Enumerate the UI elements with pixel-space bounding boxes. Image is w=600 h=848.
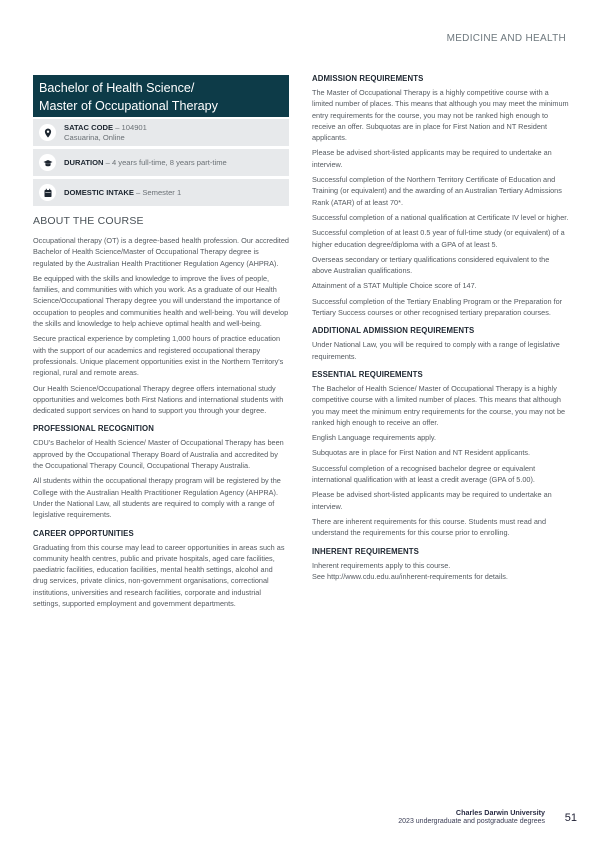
satac-value: – 104901 [113, 122, 147, 132]
essential-paragraph: Subquotas are in place for First Nation and NT Resident applicants. [312, 448, 531, 458]
admission-paragraph: Successful completion of a national qualification at Certificate IV level or higher. [312, 212, 569, 222]
intake-label: DOMESTIC INTAKE [64, 187, 134, 197]
essential-heading: ESSENTIAL REQUIREMENTS [312, 369, 423, 379]
professional-recognition-paragraph: All students within the occupational therapy program will be registered by the College with the Australian Health Practitioner Regulation Agency (AHPRA). Under the National Law, all students are required to comply with a range of legislative requirements. [33, 476, 281, 520]
intake-value: – Semester 1 [133, 187, 182, 197]
about-heading: ABOUT THE COURSE [33, 215, 144, 227]
duration-value: – 4 years full-time, 8 years part-time [103, 157, 227, 167]
info-row-satac [33, 119, 289, 146]
additional-admission-paragraph: Under National Law, you will be required to comply with a range of legislative requirements. [312, 340, 560, 361]
admission-paragraph: Successful completion of the Tertiary Enabling Program or the Preparation for Tertiary Success courses or other recognised tertiary preparation courses. [312, 296, 563, 318]
essential-paragraph: English Language requirements apply. [312, 433, 436, 443]
admission-heading: ADMISSION REQUIREMENTS [312, 74, 424, 83]
career-paragraph: Graduating from this course may lead to career opportunities in areas such as community health centres, public and private hospitals, aged care facilities, paediatric facilities, education facilities, mental health settings, alcohol and drug services, private clinics, non-government organisations, correctional institutions, universities and research facilities, corporate and industrial settings, supported employment and government departments. [33, 542, 285, 609]
additional-admission-heading: ADDITIONAL ADMISSION REQUIREMENTS [312, 326, 475, 336]
footer-university: Charles Darwin University [455, 808, 545, 817]
career-heading: CAREER OPPORTUNITIES [33, 528, 134, 538]
course-title-line2: Master of Occupational Therapy [39, 99, 218, 113]
inherent-link-line[interactable]: See http://www.cdu.edu.au/inherent-requirements for details. [312, 571, 508, 581]
page-number: 51 [564, 812, 577, 824]
admission-paragraph: Please be advised short-listed applicants may be required to undertake an interview. [312, 148, 552, 169]
duration-label: DURATION [64, 157, 104, 167]
admission-paragraph: The Master of Occupational Therapy is a highly competitive course with a limited number of places. This means that although you may meet the minimum entry requirements for the course, you may not be ranked high enough to receive an offer. Subquotas are in place for First Nation and NT Resident applicants. [312, 88, 569, 143]
left-column [33, 75, 289, 609]
essential-paragraph: There are inherent requirements for this course. Students must read and understand the requirements for this course prior to enrolling. [312, 516, 547, 538]
footer-subtitle: 2023 undergraduate and postgraduate degrees [398, 818, 545, 825]
admission-paragraph: Successful completion of the Northern Territory Certificate of Education and Training (or equivalent) and the awarding of an Australian Tertiary Admissions Rank (ATAR) of at least 70*. [312, 175, 562, 207]
essential-paragraph: The Bachelor of Health Science/ Master of Occupational Therapy is a highly competitive course with a limited number of places. This means that although you may meet the minimum entry requirements for the course, you may not be ranked high enough to receive an offer. [312, 383, 566, 427]
admission-paragraph: Attainment of a STAT Multiple Choice score of 147. [312, 281, 477, 291]
admission-paragraph: Successful completion of at least 0.5 year of full-time study (or equivalent) of a higher education degree/diploma with a GPA of at least 5. [312, 228, 565, 249]
professional-recognition-heading: PROFESSIONAL RECOGNITION [33, 424, 154, 434]
calendar-icon [39, 184, 56, 201]
inherent-heading: INHERENT REQUIREMENTS [312, 546, 419, 556]
right-column [312, 74, 570, 582]
campus-locations: Casuarina, Online [64, 132, 125, 142]
graduation-cap-icon [39, 154, 56, 171]
footer [398, 808, 545, 826]
essential-paragraph: Successful completion of a recognised bachelor degree or equivalent international qualification with at least a credit average (GPA of 5.00). [312, 463, 536, 485]
course-title-box [33, 75, 289, 117]
satac-label: SATAC CODE [64, 122, 114, 132]
inherent-line1: Inherent requirements apply to this course. [312, 560, 451, 570]
about-paragraph: Secure practical experience by completing 1,000 hours of practice education with the support of our academics and registered occupational therapy professionals. Unique placement opportunities exist in the Northern Territory's regional, rural and remote areas. [33, 334, 284, 378]
section-tag: MEDICINE AND HEALTH [446, 33, 566, 44]
about-paragraph: Our Health Science/Occupational Therapy degree offers international study opportunities and welcomes both First Nations and international students with dedicated support services on hand to support you through your degree. [33, 383, 284, 416]
info-row-duration [33, 149, 289, 176]
course-title-line1: Bachelor of Health Science/ [39, 81, 195, 95]
about-paragraph: Occupational therapy (OT) is a degree-based health profession. Our accredited Bachelor of Health Science/Master of Occupational Therapy degree is regulated by the Australian Health Practitioner Regulation Agency (AHPRA). [33, 236, 289, 268]
about-paragraph: Be equipped with the skills and knowledge to improve the lives of people, families, and communities with which you work. As a graduate of our Health Science/Occupational Therapy degree you will understand the importance of occupation to peoples and communities health and well-being. You will develop the skills and knowledge to help achieve optimal health and well-being. [33, 273, 289, 329]
essential-paragraph: Please be advised short-listed applicants may be required to undertake an interview. [312, 490, 552, 511]
location-pin-icon [39, 124, 56, 141]
inherent-paragraph [312, 560, 570, 583]
professional-recognition-paragraph: CDU's Bachelor of Health Science/ Master of Occupational Therapy has been approved by the Occupational Therapy Board of Australia and accredited by the Occupational Therapy Council, Occupational Therapy Australia. [33, 438, 284, 471]
admission-paragraph: Overseas secondary or tertiary qualifications considered equivalent to the above Australian qualifications. [312, 254, 550, 276]
info-row-intake [33, 179, 289, 206]
